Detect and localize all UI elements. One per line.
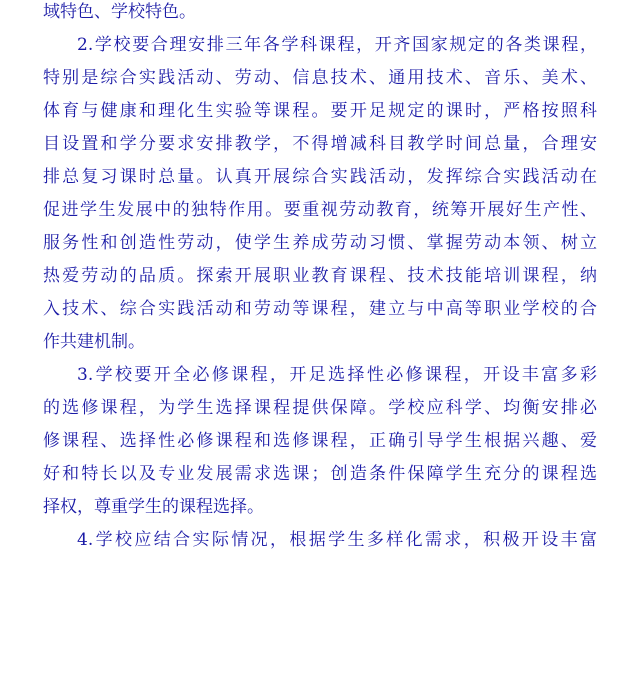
paragraph-4 <box>43 524 597 557</box>
text-line: 3.学校要开全必修课程，开足选择性必修课程，开设丰富多彩 <box>77 365 597 385</box>
text-line: 择权，尊重学生的课程选择。 <box>43 497 264 517</box>
text-line: 2.学校要合理安排三年各学科课程，开齐国家规定的各类课程， <box>77 35 597 55</box>
paragraph-2 <box>43 29 597 359</box>
text-line: 排总复习课时总量。认真开展综合实践活动，发挥综合实践活动在 <box>43 167 597 187</box>
text-line: 的选修课程，为学生选择课程提供保障。学校应科学、均衡安排必 <box>43 398 597 418</box>
text-line: 服务性和创造性劳动，使学生养成劳动习惯、掌握劳动本领、树立 <box>43 233 597 253</box>
document-body <box>43 0 597 557</box>
text-line: 好和特长以及专业发展需求选课；创造条件保障学生充分的课程选 <box>43 464 597 484</box>
text-line: 修课程、选择性必修课程和选修课程，正确引导学生根据兴趣、爱 <box>43 431 597 451</box>
text-line: 体育与健康和理化生实验等课程。要开足规定的课时，严格按照科 <box>43 101 597 121</box>
paragraph-3 <box>43 359 597 524</box>
text-line: 目设置和学分要求安排教学，不得增减科目教学时间总量，合理安 <box>43 134 597 154</box>
text-line: 作共建机制。 <box>43 332 145 352</box>
text-line: 热爱劳动的品质。探索开展职业教育课程、技术技能培训课程，纳 <box>43 266 597 286</box>
text-line: 特别是综合实践活动、劳动、信息技术、通用技术、音乐、美术、 <box>43 68 597 88</box>
text-line: 促进学生发展中的独特作用。要重视劳动教育，统筹开展好生产性、 <box>43 200 597 220</box>
text-line: 4.学校应结合实际情况，根据学生多样化需求，积极开设丰富 <box>77 530 597 550</box>
paragraph-1 <box>43 0 597 29</box>
text-line: 入技术、综合实践活动和劳动等课程，建立与中高等职业学校的合 <box>43 299 597 319</box>
text-line: 域特色、学校特色。 <box>43 2 196 22</box>
